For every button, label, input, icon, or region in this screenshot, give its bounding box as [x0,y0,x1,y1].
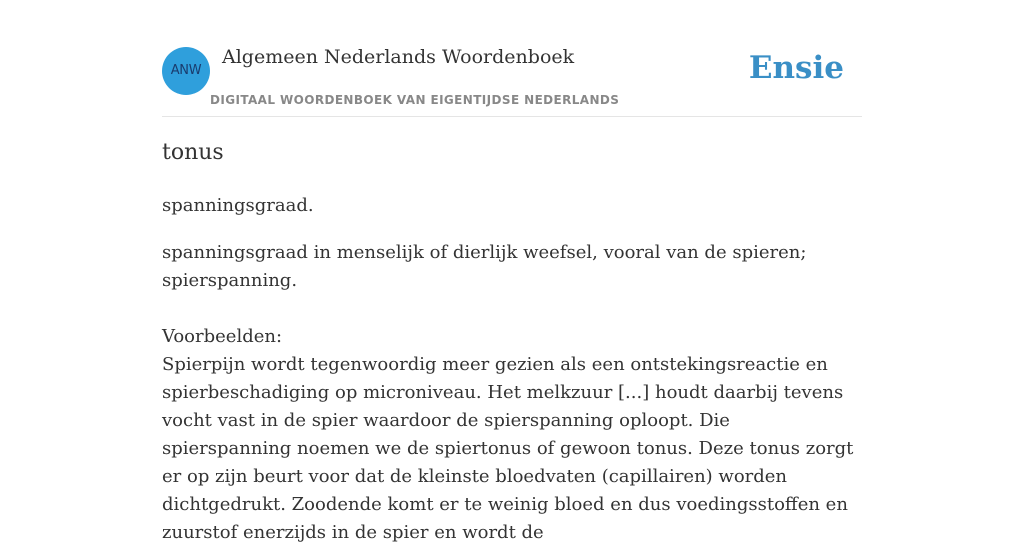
entry-term: tonus [162,140,224,165]
site-subtitle: DIGITAAL WOORDENBOEK VAN EIGENTIJDSE NEDERLANDS [210,93,620,107]
ensie-brand-link[interactable]: Ensie [748,50,844,86]
examples-label: Voorbeelden: [162,326,283,347]
short-definition: spanningsgraad. [162,195,314,216]
site-title[interactable]: Algemeen Nederlands Woordenboek [222,46,575,68]
site-header [162,0,862,117]
long-definition: spanningsgraad in menselijk of dierlijk weefsel, vooral van de spieren; spierspanning. [162,242,807,291]
anw-logo[interactable]: ANW [162,47,210,95]
example-text: Spierpijn wordt tegenwoordig meer gezien als een ontstekingsreactie en spierbeschadiging op microniveau. Het melkzuur [...] houdt daarbij tevens vocht vast in de spier waardoor de spierspanning oploopt. Die spierspanning noemen we de spiertonus of gewoon tonus. Deze tonus zorgt er op zijn beurt voor dat de kleinste bloedvaten (capillairen) worden dichtgedrukt. Zoodende komt er te weinig bloed en dus voedingsstoffen en zuurstof enerzijds in de spier en wordt de [162,354,854,543]
page-container [162,0,862,543]
